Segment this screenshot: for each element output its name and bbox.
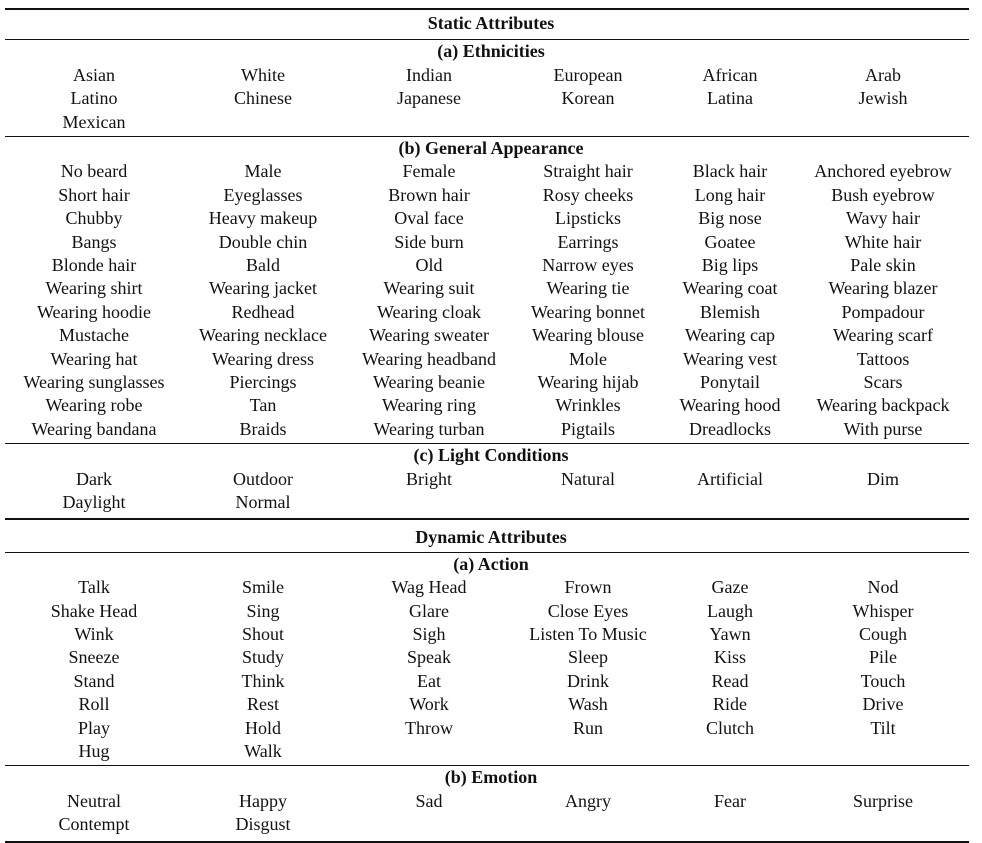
dynamic-attribute-item: Shout <box>241 624 285 644</box>
static-section-heading: (b) General Appearance <box>398 138 584 158</box>
static-attribute-item: Wearing jacket <box>209 278 317 299</box>
static-attribute-item: Narrow eyes <box>542 255 634 275</box>
static-attribute-item: Female <box>402 161 456 182</box>
static-attribute-item: Lipsticks <box>555 208 621 229</box>
static-attribute-item: Latino <box>70 88 118 109</box>
dynamic-attribute-item: Happy <box>239 790 287 811</box>
static-attribute-item: Outdoor <box>233 468 293 489</box>
static-attribute-item: Wearing hijab <box>537 372 639 392</box>
static-attribute-item: With purse <box>843 418 923 439</box>
static-attribute-item: Artificial <box>697 468 763 489</box>
dynamic-attribute-item: Laugh <box>707 600 753 621</box>
dynamic-attribute-item: Hold <box>245 717 281 738</box>
dynamic-attribute-item: Ride <box>713 694 747 715</box>
static-attribute-item: Korean <box>561 88 615 109</box>
dynamic-attribute-item: Wink <box>74 624 114 644</box>
static-attribute-item: Black hair <box>692 161 768 182</box>
dynamic-attribute-item: Gaze <box>711 577 749 598</box>
static-attribute-item: Wearing blouse <box>531 325 645 346</box>
dynamic-attribute-item: Throw <box>405 717 453 738</box>
static-attribute-item: Pompadour <box>841 301 925 322</box>
dynamic-attribute-item: Talk <box>78 577 110 598</box>
dynamic-attribute-item: Play <box>77 717 111 738</box>
static-attribute-item: White hair <box>844 231 922 252</box>
static-attribute-item: Wearing sweater <box>369 325 489 346</box>
static-attribute-item: Bright <box>405 468 453 489</box>
dynamic-attribute-item: Clutch <box>706 717 754 738</box>
static-attribute-item: Japanese <box>397 88 461 109</box>
static-attribute-item: Braids <box>239 418 287 439</box>
static-attribute-item: Wearing robe <box>45 395 143 416</box>
dynamic-attribute-item: Neutral <box>67 790 121 811</box>
static-attribute-item: Chinese <box>234 88 292 109</box>
static-attribute-item: Oval face <box>394 208 464 229</box>
static-attribute-row <box>0 324 982 347</box>
dynamic-attribute-item: Kiss <box>713 647 747 668</box>
dynamic-attribute-item: Shake Head <box>50 600 138 621</box>
static-attribute-item: Wearing blazer <box>828 278 938 299</box>
static-attribute-item: Wearing shirt <box>45 278 143 299</box>
static-attribute-row <box>0 160 982 183</box>
static-attribute-item: Bush eyebrow <box>831 184 935 205</box>
static-attribute-item: Big lips <box>701 255 759 275</box>
dynamic-attribute-item: Sad <box>415 790 443 811</box>
dynamic-attribute-item: Cough <box>858 624 908 644</box>
static-attribute-row <box>0 468 982 491</box>
static-attribute-item: Heavy makeup <box>208 208 318 229</box>
dynamic-top-rule <box>5 518 969 520</box>
static-attribute-item: Short hair <box>58 184 130 205</box>
dynamic-attribute-item: Tilt <box>870 717 896 738</box>
static-attribute-item: Wearing headband <box>362 348 496 369</box>
static-attribute-item: Old <box>415 255 443 275</box>
static-attribute-item: Brown hair <box>388 184 470 205</box>
bottom-rule <box>5 841 969 843</box>
static-attribute-item: Eyeglasses <box>223 184 303 205</box>
dynamic-attribute-row <box>0 813 982 836</box>
static-attribute-row <box>0 254 982 277</box>
dynamic-attribute-item: Listen To Music <box>529 624 647 644</box>
static-attribute-item: African <box>702 64 758 85</box>
dynamic-attribute-item: Frown <box>564 577 612 598</box>
dynamic-attribute-row <box>0 740 982 763</box>
dynamic-attribute-item: Whisper <box>852 600 914 621</box>
static-attribute-row <box>0 207 982 230</box>
dynamic-attribute-item: Run <box>572 717 604 738</box>
dynamic-attribute-item: Sing <box>246 600 280 621</box>
dynamic-attribute-item: Surprise <box>853 790 913 811</box>
dynamic-attribute-item: Fear <box>714 790 746 811</box>
static-attribute-row <box>0 277 982 300</box>
dynamic-attribute-row <box>0 693 982 716</box>
static-attribute-item: Wearing dress <box>211 348 315 369</box>
static-attribute-item: Piercings <box>229 372 297 392</box>
static-attribute-item: Redhead <box>231 301 295 322</box>
static-attribute-row <box>0 87 982 110</box>
static-attribute-item: White <box>241 64 285 85</box>
static-attribute-item: Wearing vest <box>682 348 778 369</box>
dynamic-attribute-item: Hug <box>78 741 110 761</box>
static-attribute-item: Bald <box>246 255 280 275</box>
dynamic-attribute-item: Smile <box>241 577 285 598</box>
static-attribute-item: Dark <box>76 468 112 489</box>
static-attribute-item: Wearing bandana <box>31 418 157 439</box>
static-attribute-row <box>0 348 982 371</box>
static-attribute-item: Mole <box>569 348 607 369</box>
static-attribute-item: Male <box>244 161 282 182</box>
static-attribute-item: Latina <box>707 88 753 109</box>
static-attribute-row <box>0 301 982 324</box>
static-attribute-item: Pigtails <box>560 418 616 439</box>
dynamic-section-heading: (b) Emotion <box>444 767 538 788</box>
static-attribute-item: Wavy hair <box>845 208 921 229</box>
static-attribute-item: Wrinkles <box>555 395 621 416</box>
static-attribute-item: Pale skin <box>850 255 916 275</box>
static-attribute-item: Blemish <box>699 301 761 322</box>
static-attribute-item: Wearing suit <box>383 278 475 299</box>
static-attribute-item: Normal <box>235 492 291 512</box>
static-attribute-item: Ponytail <box>699 372 761 392</box>
static-attribute-item: Straight hair <box>543 161 633 182</box>
static-attribute-item: Dim <box>866 468 900 489</box>
dynamic-attribute-item: Touch <box>860 670 906 691</box>
static-attribute-row <box>0 371 982 394</box>
dynamic-attribute-row <box>0 646 982 669</box>
dynamic-attribute-row <box>0 790 982 813</box>
static-attribute-item: Long hair <box>694 184 766 205</box>
static-attribute-row <box>0 184 982 207</box>
dynamic-attribute-row <box>0 670 982 693</box>
static-attribute-item: Earrings <box>557 231 619 252</box>
dynamic-attribute-item: Stand <box>73 670 115 691</box>
static-attribute-row <box>0 418 982 441</box>
static-attribute-item: Bangs <box>71 231 117 252</box>
static-attribute-row <box>0 64 982 87</box>
static-attribute-item: Wearing scarf <box>833 325 933 346</box>
static-attribute-item: Anchored eyebrow <box>814 161 952 182</box>
static-attribute-item: Daylight <box>62 492 126 512</box>
static-attribute-item: Rosy cheeks <box>542 184 634 205</box>
top-rule <box>5 8 969 10</box>
dynamic-attribute-item: Wag Head <box>391 577 467 598</box>
dynamic-section-heading: (a) Action <box>453 553 529 574</box>
dynamic-attribute-item: Yawn <box>709 624 751 644</box>
dynamic-attribute-row <box>0 600 982 623</box>
dynamic-attribute-item: Angry <box>565 790 611 811</box>
static-attribute-item: Blonde hair <box>51 255 137 275</box>
static-attribute-item: Wearing turban <box>373 418 485 439</box>
static-attribute-item: Wearing hoodie <box>36 301 152 322</box>
dynamic-attribute-row <box>0 623 982 646</box>
static-attribute-item: Side burn <box>394 231 464 252</box>
dynamic-attribute-item: Close Eyes <box>547 600 629 621</box>
static-attribute-item: Asian <box>73 64 115 85</box>
dynamic-attribute-item: Think <box>241 670 285 691</box>
static-attribute-row <box>0 394 982 417</box>
static-attribute-item: Double chin <box>218 231 308 252</box>
static-attribute-item: Tan <box>249 395 277 416</box>
static-attribute-row <box>0 111 982 134</box>
static-attribute-item: Big nose <box>698 208 762 229</box>
static-attribute-item: Mustache <box>59 325 129 346</box>
static-attribute-item: Jewish <box>858 88 908 109</box>
dynamic-attribute-item: Contempt <box>58 814 130 835</box>
static-attribute-item: Wearing tie <box>546 278 630 299</box>
static-attribute-row <box>0 491 982 514</box>
dynamic-attribute-item: Read <box>711 670 749 691</box>
dynamic-attribute-item: Sneeze <box>68 647 120 668</box>
static-attribute-item: Wearing beanie <box>373 372 485 392</box>
static-attribute-item: European <box>553 64 623 85</box>
dynamic-attribute-item: Drink <box>567 670 609 691</box>
static-attribute-item: Arab <box>865 64 901 85</box>
static-attribute-item: Wearing bonnet <box>530 301 646 322</box>
dynamic-attribute-item: Wash <box>568 694 608 715</box>
dynamic-attribute-item: Rest <box>246 694 280 715</box>
static-attribute-item: Chubby <box>65 208 123 229</box>
static-section-heading: (c) Light Conditions <box>413 445 569 466</box>
dynamic-attribute-row <box>0 576 982 599</box>
static-attribute-item: Wearing coat <box>682 278 778 299</box>
dynamic-attribute-item: Roll <box>78 694 110 715</box>
static-attribute-item: Tattoos <box>856 348 910 369</box>
dynamic-attribute-item: Nod <box>867 577 899 598</box>
dynamic-attribute-item: Study <box>241 647 285 668</box>
static-attribute-item: Wearing ring <box>381 395 477 416</box>
dynamic-attribute-item: Pile <box>868 647 898 668</box>
static-attribute-item: Scars <box>863 372 903 392</box>
dynamic-attribute-item: Work <box>409 694 449 715</box>
dynamic-attributes-title: Dynamic Attributes <box>415 527 567 548</box>
dynamic-attribute-item: Eat <box>417 670 441 691</box>
static-attribute-row <box>0 231 982 254</box>
dynamic-attribute-item: Disgust <box>235 814 291 835</box>
static-attribute-item: No beard <box>60 161 128 182</box>
static-attribute-item: Wearing hood <box>679 395 781 416</box>
dynamic-attribute-row <box>0 717 982 740</box>
dynamic-attribute-item: Walk <box>244 741 282 761</box>
static-section-heading: (a) Ethnicities <box>437 41 545 62</box>
static-attribute-item: Wearing cap <box>685 325 775 346</box>
static-attribute-item: Wearing backpack <box>816 395 950 416</box>
static-attribute-item: Wearing necklace <box>199 325 327 346</box>
static-attribute-item: Natural <box>561 468 615 489</box>
static-attribute-item: Mexican <box>62 111 126 132</box>
dynamic-attribute-item: Sigh <box>412 624 446 644</box>
static-attribute-item: Dreadlocks <box>689 418 771 439</box>
dynamic-attribute-item: Sleep <box>568 647 608 668</box>
dynamic-attribute-item: Glare <box>409 600 449 621</box>
static-attribute-item: Wearing sunglasses <box>23 372 165 392</box>
static-attribute-item: Indian <box>406 64 452 85</box>
static-attribute-item: Wearing cloak <box>376 301 482 322</box>
static-attribute-item: Goatee <box>704 231 756 252</box>
dynamic-attribute-item: Speak <box>407 647 451 668</box>
static-attributes-title: Static Attributes <box>427 13 555 33</box>
static-attribute-item: Wearing hat <box>50 348 138 369</box>
dynamic-attribute-item: Drive <box>862 694 904 715</box>
